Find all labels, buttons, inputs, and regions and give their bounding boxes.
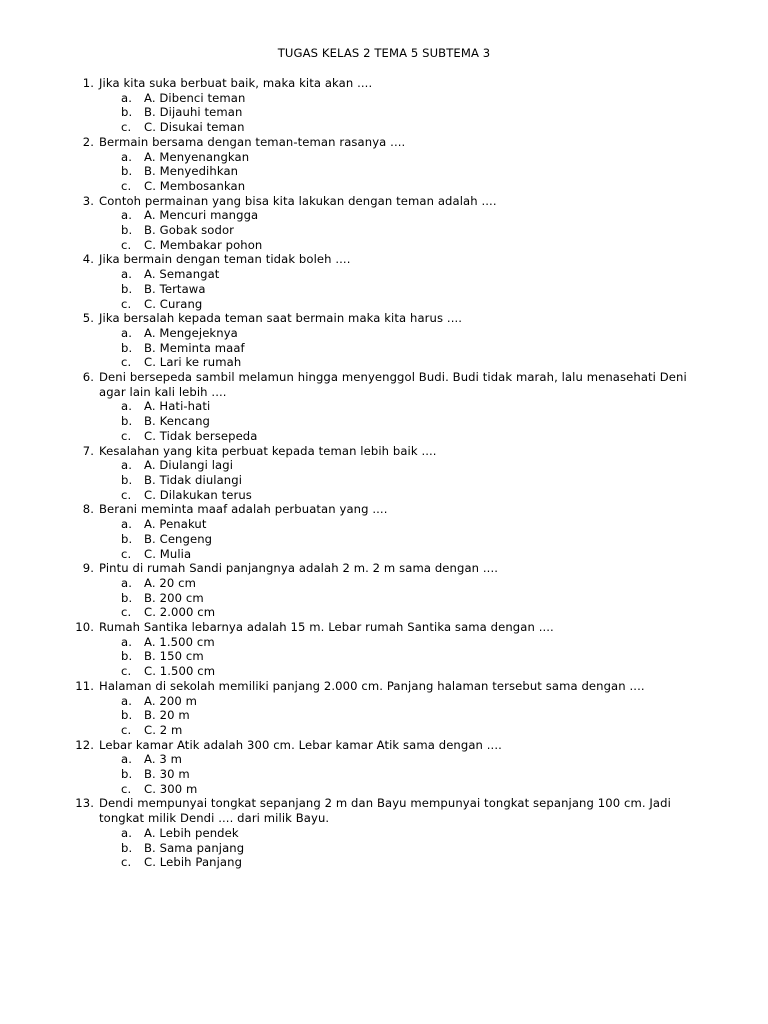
- answer-option: [0, 532, 768, 547]
- question-text: Dendi mempunyai tongkat sepanjang 2 m dan Bayu mempunyai tongkat sepanjang 100 cm. Jadi tongkat milik Dendi .... dari milik Bayu.: [99, 796, 671, 826]
- option-text: A. Diulangi lagi: [144, 458, 234, 473]
- option-text: B. Cengeng: [144, 531, 213, 546]
- question-number: [0, 738, 99, 753]
- question-number-label: 8.: [82, 502, 94, 517]
- question-item: [0, 370, 768, 444]
- question-number-label: 9.: [82, 561, 94, 576]
- option-letter: c.: [121, 355, 132, 370]
- answer-option: [0, 841, 768, 856]
- option-text: A. Semangat: [144, 267, 220, 282]
- option-letter: b.: [121, 105, 133, 120]
- answer-option: [0, 399, 768, 414]
- question-list: [0, 76, 768, 870]
- option-letter: b.: [121, 708, 133, 723]
- question-item: [0, 502, 768, 561]
- question-number-label: 12.: [75, 737, 94, 752]
- answer-option: [0, 576, 768, 591]
- answer-option: [0, 752, 768, 767]
- option-letter: b.: [121, 472, 133, 487]
- option-text: C. Lebih Panjang: [144, 855, 243, 870]
- option-text: C. Dilakukan terus: [144, 487, 252, 502]
- answer-option: [0, 591, 768, 606]
- answer-option: [0, 635, 768, 650]
- option-letter: c.: [121, 664, 132, 679]
- option-text: C. Lari ke rumah: [144, 355, 242, 370]
- answer-option: [0, 297, 768, 312]
- option-text: B. 30 m: [144, 767, 190, 782]
- option-text: B. 150 cm: [144, 649, 204, 664]
- question-item: [0, 252, 768, 311]
- question-number-label: 10.: [75, 620, 94, 635]
- answer-option: [0, 605, 768, 620]
- question-number: [0, 620, 99, 635]
- option-letter: c.: [121, 781, 132, 796]
- option-letter: a.: [121, 752, 132, 767]
- option-text: B. Tidak diulangi: [144, 472, 243, 487]
- answer-option: [0, 547, 768, 562]
- option-letter: c.: [121, 855, 132, 870]
- answer-option: [0, 767, 768, 782]
- option-letter: a.: [121, 458, 132, 473]
- option-letter: a.: [121, 517, 132, 532]
- answer-option: [0, 429, 768, 444]
- question-number: [0, 311, 99, 326]
- question-item: [0, 311, 768, 370]
- question-number-label: 4.: [82, 252, 94, 267]
- answer-option: [0, 708, 768, 723]
- answer-option: [0, 517, 768, 532]
- answer-option: [0, 458, 768, 473]
- question-row: [0, 252, 768, 267]
- option-letter: c.: [121, 178, 132, 193]
- answer-option: [0, 694, 768, 709]
- question-item: [0, 76, 768, 135]
- question-number-label: 5.: [82, 311, 94, 326]
- option-letter: c.: [121, 296, 132, 311]
- question-row: [0, 311, 768, 326]
- option-text: B. Meminta maaf: [144, 340, 245, 355]
- question-row: [0, 76, 768, 91]
- option-text: A. Mencuri mangga: [144, 208, 259, 223]
- question-number: [0, 679, 99, 694]
- answer-option: [0, 164, 768, 179]
- question-number: [0, 370, 99, 399]
- answer-option: [0, 488, 768, 503]
- question-number: [0, 135, 99, 150]
- question-row: [0, 444, 768, 459]
- option-letter: b.: [121, 531, 133, 546]
- option-letter: b.: [121, 414, 133, 429]
- answer-option: [0, 664, 768, 679]
- question-text: Jika bermain dengan teman tidak boleh ....: [99, 252, 351, 267]
- option-letter: a.: [121, 634, 132, 649]
- question-item: [0, 561, 768, 620]
- question-text: Halaman di sekolah memiliki panjang 2.000 cm. Panjang halaman tersebut sama dengan ....: [99, 678, 645, 693]
- question-text: Contoh permainan yang bisa kita lakukan dengan teman adalah ....: [99, 193, 497, 208]
- question-item: [0, 738, 768, 797]
- question-item: [0, 444, 768, 503]
- option-letter: a.: [121, 825, 132, 840]
- answer-option: [0, 105, 768, 120]
- option-letter: a.: [121, 693, 132, 708]
- option-letter: a.: [121, 149, 132, 164]
- option-text: A. 200 m: [144, 693, 198, 708]
- option-text: C. 2.000 cm: [144, 605, 216, 620]
- answer-option: [0, 179, 768, 194]
- answer-option: [0, 414, 768, 429]
- question-number: [0, 194, 99, 209]
- option-text: C. Tidak bersepeda: [144, 428, 258, 443]
- option-text: C. 2 m: [144, 722, 183, 737]
- option-letter: c.: [121, 605, 132, 620]
- option-text: C. Curang: [144, 296, 203, 311]
- option-text: B. Tertawa: [144, 281, 206, 296]
- option-letter: a.: [121, 575, 132, 590]
- option-letter: b.: [121, 164, 133, 179]
- question-item: [0, 135, 768, 194]
- option-text: B. Menyedihkan: [144, 164, 239, 179]
- option-text: A. Menyenangkan: [144, 149, 250, 164]
- option-text: C. Mulia: [144, 546, 192, 561]
- answer-option: [0, 473, 768, 488]
- question-text: Jika kita suka berbuat baik, maka kita akan ....: [99, 76, 373, 90]
- option-text: A. Mengejeknya: [144, 325, 238, 340]
- question-item: [0, 679, 768, 738]
- question-text: Lebar kamar Atik adalah 300 cm. Lebar kamar Atik sama dengan ....: [99, 737, 502, 752]
- question-text: Jika bersalah kepada teman saat bermain maka kita harus ....: [99, 311, 463, 326]
- answer-option: [0, 649, 768, 664]
- option-letter: a.: [121, 399, 132, 414]
- question-row: [0, 679, 768, 694]
- question-row: [0, 796, 768, 825]
- question-text: Berani meminta maaf adalah perbuatan yang ....: [99, 502, 388, 517]
- option-letter: b.: [121, 840, 133, 855]
- option-text: B. Dijauhi teman: [144, 105, 243, 120]
- option-text: A. 20 cm: [144, 575, 197, 590]
- answer-option: [0, 208, 768, 223]
- option-text: A. 3 m: [144, 752, 183, 767]
- question-number: [0, 252, 99, 267]
- answer-option: [0, 267, 768, 282]
- question-item: [0, 194, 768, 253]
- question-number-label: 13.: [75, 796, 94, 811]
- question-row: [0, 135, 768, 150]
- question-number: [0, 444, 99, 459]
- answer-option: [0, 150, 768, 165]
- answer-option: [0, 723, 768, 738]
- option-text: A. Hati-hati: [144, 399, 211, 414]
- option-letter: b.: [121, 340, 133, 355]
- option-text: A. Penakut: [144, 517, 207, 532]
- answer-option: [0, 91, 768, 106]
- answer-option: [0, 782, 768, 797]
- question-number-label: 3.: [82, 193, 94, 208]
- option-text: B. 200 cm: [144, 590, 204, 605]
- question-row: [0, 738, 768, 753]
- option-text: B. Gobak sodor: [144, 223, 235, 238]
- option-letter: b.: [121, 590, 133, 605]
- option-letter: c.: [121, 487, 132, 502]
- option-text: C. Disukai teman: [144, 120, 245, 135]
- option-text: C. 1.500 cm: [144, 664, 216, 679]
- question-row: [0, 502, 768, 517]
- question-number-label: 2.: [82, 134, 94, 149]
- option-letter: c.: [121, 120, 132, 135]
- option-text: B. Kencang: [144, 414, 211, 429]
- option-letter: b.: [121, 767, 133, 782]
- question-number-label: 7.: [82, 443, 94, 458]
- option-text: C. Membosankan: [144, 178, 246, 193]
- answer-option: [0, 120, 768, 135]
- answer-option: [0, 826, 768, 841]
- option-letter: b.: [121, 223, 133, 238]
- question-text: Deni bersepeda sambil melamun hingga menyenggol Budi. Budi tidak marah, lalu menasehati Deni agar lain kali lebih ....: [99, 370, 687, 399]
- answer-option: [0, 341, 768, 356]
- question-number: [0, 561, 99, 576]
- question-text: Kesalahan yang kita perbuat kepada teman lebih baik ....: [99, 443, 437, 458]
- option-text: A. 1.500 cm: [144, 634, 215, 649]
- answer-option: [0, 223, 768, 238]
- option-text: B. 20 m: [144, 708, 190, 723]
- option-letter: c.: [121, 722, 132, 737]
- option-letter: c.: [121, 428, 132, 443]
- option-letter: b.: [121, 649, 133, 664]
- answer-option: [0, 282, 768, 297]
- option-text: A. Dibenci teman: [144, 90, 246, 105]
- question-row: [0, 370, 768, 399]
- question-number-label: 11.: [75, 678, 94, 693]
- answer-option: [0, 238, 768, 253]
- option-text: B. Sama panjang: [144, 840, 245, 855]
- option-letter: b.: [121, 281, 133, 296]
- option-letter: a.: [121, 325, 132, 340]
- page-title: TUGAS KELAS 2 TEMA 5 SUBTEMA 3: [277, 46, 491, 60]
- answer-option: [0, 355, 768, 370]
- option-text: A. Lebih pendek: [144, 825, 239, 840]
- question-row: [0, 194, 768, 209]
- question-text: Bermain bersama dengan teman-teman rasanya ....: [99, 134, 406, 149]
- question-item: [0, 620, 768, 679]
- option-letter: a.: [121, 90, 132, 105]
- question-text: Pintu di rumah Sandi panjangnya adalah 2 m. 2 m sama dengan ....: [99, 561, 499, 576]
- question-number-label: 6.: [82, 370, 94, 385]
- question-number: [0, 796, 99, 825]
- option-text: C. 300 m: [144, 781, 198, 796]
- option-text: C. Membakar pohon: [144, 237, 263, 252]
- option-letter: a.: [121, 267, 132, 282]
- question-row: [0, 561, 768, 576]
- question-text: Rumah Santika lebarnya adalah 15 m. Lebar rumah Santika sama dengan ....: [99, 620, 554, 635]
- option-letter: c.: [121, 546, 132, 561]
- question-number-label: 1.: [82, 76, 94, 90]
- question-number: [0, 76, 99, 91]
- question-item: [0, 796, 768, 870]
- answer-option: [0, 326, 768, 341]
- question-row: [0, 620, 768, 635]
- option-letter: a.: [121, 208, 132, 223]
- option-letter: c.: [121, 237, 132, 252]
- answer-option: [0, 855, 768, 870]
- question-number: [0, 502, 99, 517]
